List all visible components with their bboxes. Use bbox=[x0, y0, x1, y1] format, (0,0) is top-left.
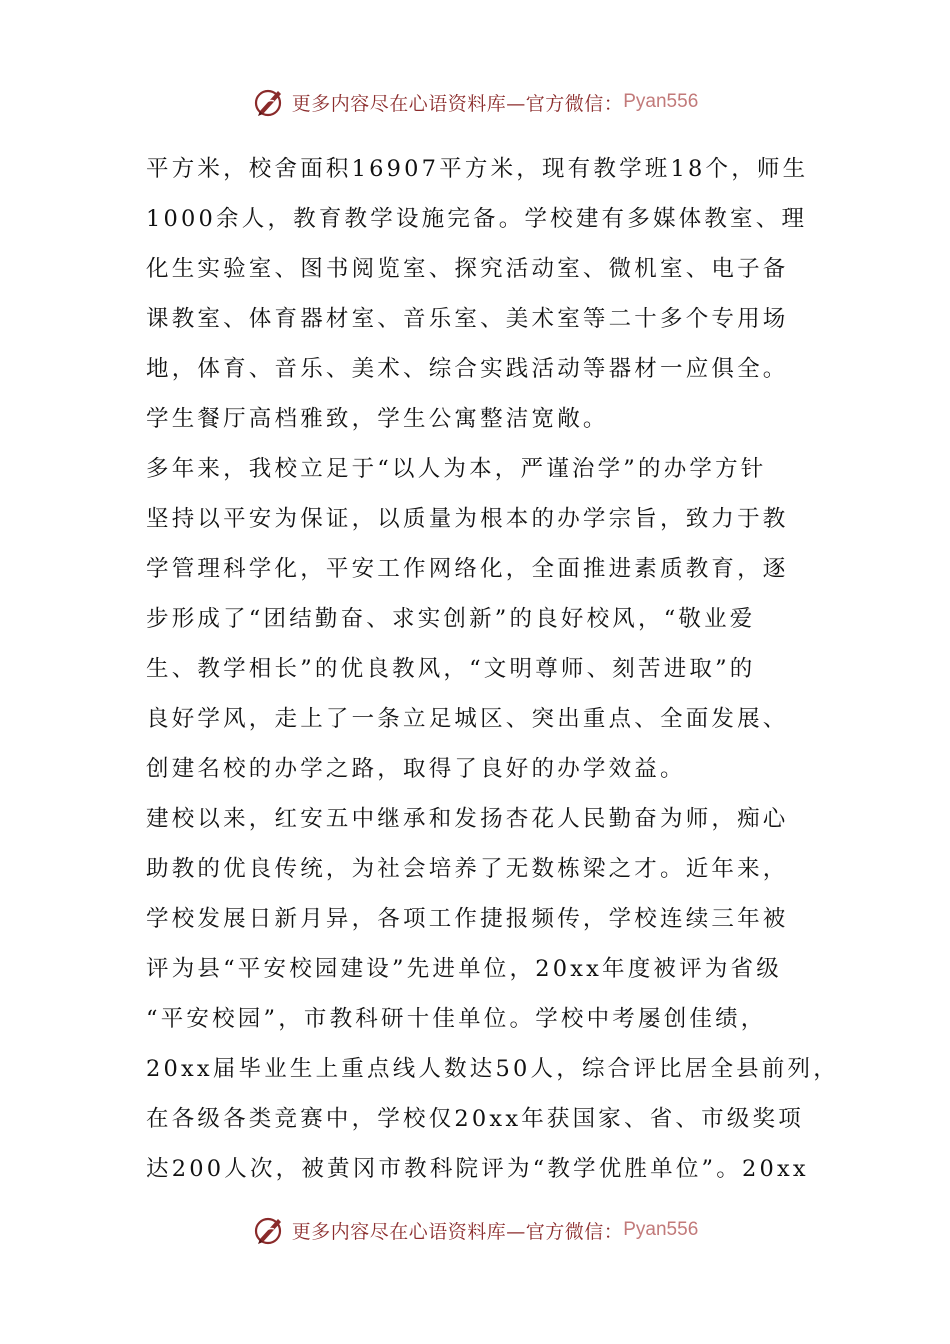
header-banner bbox=[0, 80, 950, 124]
body-line: 步形成了“团结勤奋、求实创新”的良好校风，“敬业爱 bbox=[146, 606, 756, 632]
footer-banner bbox=[0, 1208, 950, 1252]
body-line: 助教的优良传统，为社会培养了无数栋梁之才。近年来， bbox=[146, 856, 789, 882]
body-line: 生、教学相长”的优良教风，“文明尊师、刻苦进取”的 bbox=[146, 656, 756, 682]
body-line: 学校发展日新月异，各项工作捷报频传，学校连续三年被 bbox=[146, 906, 789, 932]
body-line: 地，体育、音乐、美术、综合实践活动等器材一应俱全。 bbox=[146, 356, 789, 382]
body-line: 20xx届毕业生上重点线人数达50人，综合评比居全县前列， bbox=[146, 1056, 839, 1082]
pen-logo-icon bbox=[252, 1213, 286, 1247]
body-line: 在各级各类竞赛中，学校仅20xx年获国家、省、市级奖项 bbox=[146, 1106, 804, 1132]
body-line: 平方米，校舍面积16907平方米，现有教学班18个，师生 bbox=[146, 156, 809, 182]
body-line: 坚持以平安为保证，以质量为根本的办学宗旨，致力于教 bbox=[146, 506, 789, 532]
document-body bbox=[146, 144, 839, 1194]
body-line: “平安校园”，市教科研十佳单位。学校中考屡创佳绩， bbox=[146, 1006, 767, 1032]
pen-logo-icon bbox=[252, 85, 286, 119]
header-banner-text: 更多内容尽在心语资料库—官方微信： bbox=[291, 92, 624, 115]
header-wechat-id: Pyan556 bbox=[623, 91, 699, 112]
footer-banner-text: 更多内容尽在心语资料库—官方微信： bbox=[291, 1220, 624, 1243]
body-line: 创建名校的办学之路，取得了良好的办学效益。 bbox=[146, 756, 686, 782]
body-line: 良好学风，走上了一条立足城区、突出重点、全面发展、 bbox=[146, 706, 789, 732]
body-line: 评为县“平安校园建设”先进单位，20xx年度被评为省级 bbox=[146, 956, 782, 982]
body-line: 建校以来，红安五中继承和发扬杏花人民勤奋为师，痴心 bbox=[146, 806, 789, 832]
body-line: 多年来，我校立足于“以人为本，严谨治学”的办学方针 bbox=[146, 456, 767, 482]
body-line: 化生实验室、图书阅览室、探究活动室、微机室、电子备 bbox=[146, 256, 789, 282]
body-line: 1000余人，教育教学设施完备。学校建有多媒体教室、理 bbox=[146, 206, 808, 232]
body-line: 课教室、体育器材室、音乐室、美术室等二十多个专用场 bbox=[146, 306, 789, 332]
footer-wechat-id: Pyan556 bbox=[623, 1219, 699, 1240]
body-line: 达200人次，被黄冈市教科院评为“教学优胜单位”。20xx bbox=[146, 1156, 809, 1182]
body-line: 学管理科学化，平安工作网络化，全面推进素质教育，逐 bbox=[146, 556, 789, 582]
body-line: 学生餐厅高档雅致，学生公寓整洁宽敞。 bbox=[146, 406, 609, 432]
